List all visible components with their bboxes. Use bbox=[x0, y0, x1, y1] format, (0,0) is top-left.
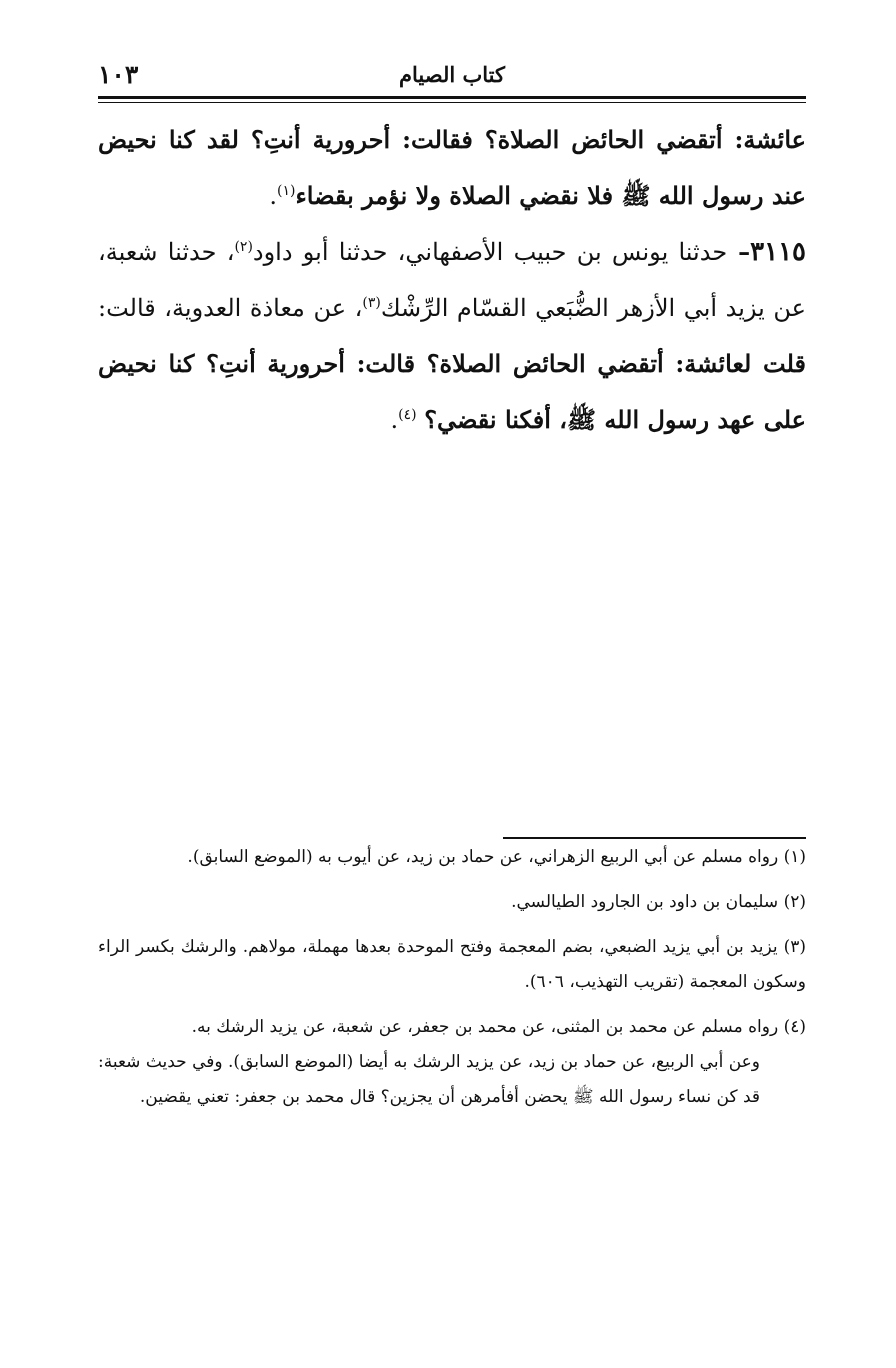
footnote bbox=[98, 1010, 806, 1045]
footnote-ref[interactable]: (١) bbox=[277, 183, 296, 199]
hadith-paragraph bbox=[98, 224, 806, 448]
page-number: ١٠٣ bbox=[98, 60, 139, 89]
footnote-ref[interactable]: (٤) bbox=[398, 407, 417, 423]
footnote-continuation: وعن أبي الربيع، عن حماد بن زيد، عن يزيد الرشك به أيضا (الموضع السابق). وفي حديث شعبة: قد كن نساء رسول الله ﷺ يحضن أفأمرهن أن يجزين؟ قال محمد بن جعفر: تعني يقضين. bbox=[98, 1052, 760, 1107]
paragraph-text: عائشة: bbox=[722, 125, 806, 154]
footnote-text: رواه مسلم عن محمد بن المثنى، عن محمد بن جعفر، عن شعبة، عن يزيد الرشك به. bbox=[191, 1017, 779, 1037]
hadith-quote: أتقضي الحائض الصلاة؟ فقالت: أحرورية أنتِ؟ لقد كنا نحيض عند رسول الله ﷺ فلا نقضي الصلاة ولا نؤمر بقضاء bbox=[98, 125, 806, 210]
footnote-number: (٢) bbox=[783, 892, 806, 912]
isnad-text: ، عن معاذة العدوية، قالت: bbox=[98, 294, 363, 322]
paragraph-continuation bbox=[98, 112, 806, 224]
footnote-ref[interactable]: (٣) bbox=[362, 295, 381, 311]
header-rule-thin bbox=[98, 102, 806, 103]
isnad-text: ، حدثنا شعبة، عن يزيد أبي الأزهر الضُّبَعي القسّام الرِّشْك bbox=[98, 238, 806, 322]
footnote bbox=[98, 930, 806, 1000]
hadith-number: ٣١١٥ bbox=[750, 237, 806, 267]
footnote-separator bbox=[503, 837, 806, 839]
isnad-text: حدثنا يونس بن حبيب الأصفهاني، حدثنا أبو داود bbox=[252, 238, 728, 266]
footnote bbox=[98, 840, 806, 875]
header-rule bbox=[98, 96, 806, 99]
running-header bbox=[98, 58, 806, 94]
footnotes bbox=[98, 840, 806, 1125]
footnote-ref[interactable]: (٢) bbox=[234, 239, 253, 255]
footnote-number: (٤) bbox=[783, 1017, 806, 1037]
header-title: كتاب الصيام bbox=[399, 62, 505, 87]
sentence-end: . bbox=[390, 406, 399, 434]
hadith-quote: قلت لعائشة: أتقضي الحائض الصلاة؟ قالت: أحرورية أنتِ؟ كنا نحيض على عهد رسول الله ﷺ، أفكنا نقضي؟ bbox=[98, 349, 806, 434]
hadith-dash: – bbox=[727, 237, 751, 266]
footnote-text: رواه مسلم عن أبي الربيع الزهراني، عن حماد بن زيد، عن أيوب به (الموضع السابق). bbox=[187, 847, 779, 867]
main-text bbox=[98, 112, 806, 448]
footnote bbox=[98, 885, 806, 920]
footnote-number: (٣) bbox=[783, 937, 806, 957]
footnote-number: (١) bbox=[783, 847, 806, 867]
footnote-text: يزيد بن أبي يزيد الضبعي، بضم المعجمة وفتح الموحدة بعدها مهملة، مولاهم. والرشك بكسر الراء وسكون المعجمة (تقريب التهذيب، ٦٠٦). bbox=[98, 937, 806, 992]
footnote-text: سليمان بن داود بن الجارود الطيالسي. bbox=[511, 892, 779, 912]
sentence-end: . bbox=[269, 182, 278, 210]
